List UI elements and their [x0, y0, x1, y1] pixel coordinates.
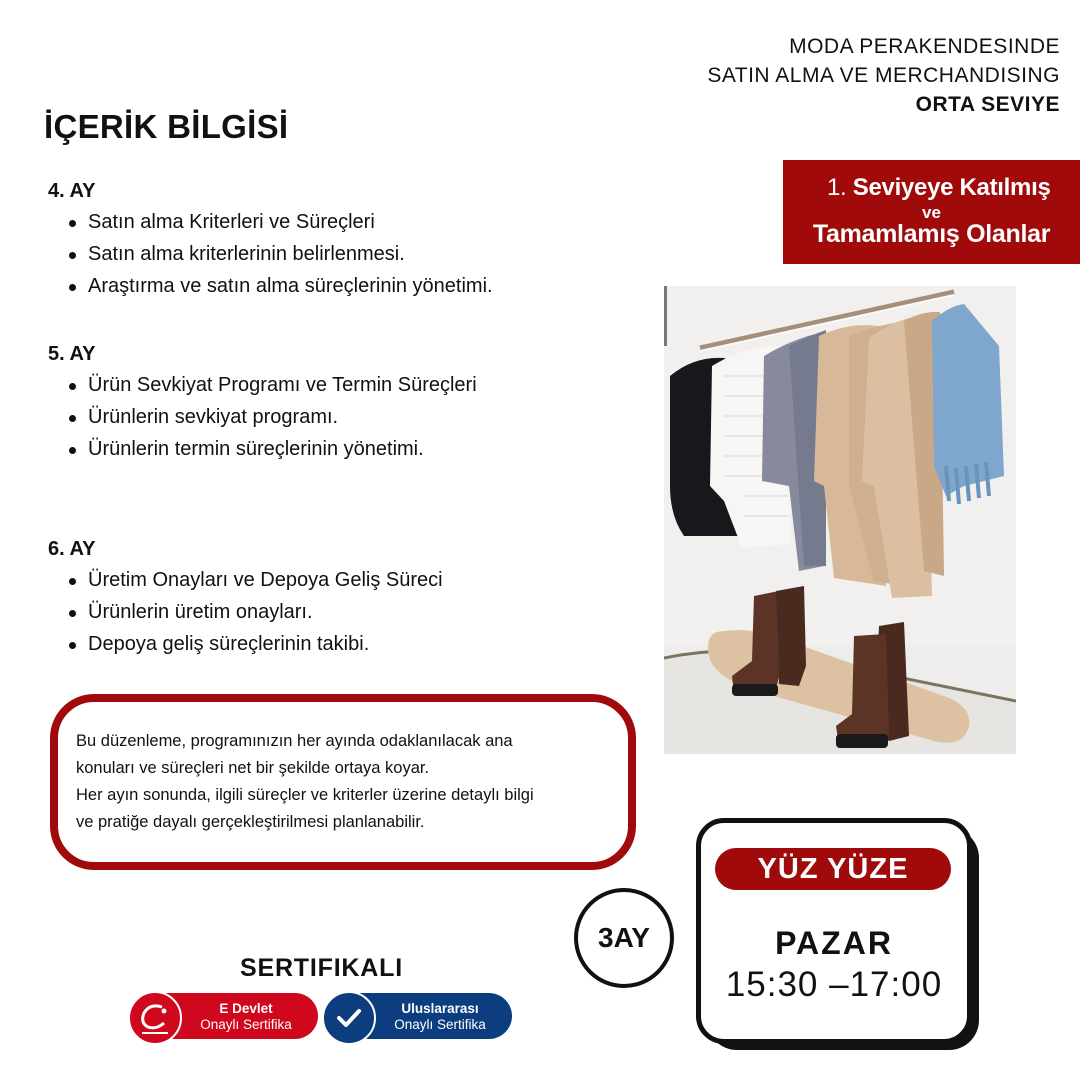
list-item: Araştırma ve satın alma süreçlerinin yönetimi.: [66, 270, 493, 302]
eligibility-line3: Tamamlamış Olanlar: [812, 220, 1051, 248]
list-item: Üretim Onayları ve Depoya Geliş Süreci: [66, 564, 443, 596]
list-item: Depoya geliş süreçlerinin takibi.: [66, 628, 443, 660]
month-4-heading: 4. AY: [48, 180, 96, 202]
eligibility-line2: ve: [922, 203, 941, 222]
eligibility-number: 1.: [827, 174, 847, 201]
schedule-time: 15:30 –17:00: [725, 965, 943, 1004]
program-note-box: [50, 694, 636, 870]
note-line-1: Bu düzenleme, programınızın her ayında odaklanılacak ana: [76, 732, 513, 750]
e-devlet-badge-line1: E Devlet: [219, 1001, 273, 1016]
month-6-list: [66, 564, 443, 660]
international-badge-line1: Uluslararası: [401, 1001, 479, 1016]
international-badge: [324, 993, 512, 1039]
list-item: Ürün Sevkiyat Programı ve Termin Süreçleri: [66, 369, 477, 401]
clothing-rack-photo: [664, 286, 1016, 754]
mode-pill: YÜZ YÜZE: [715, 848, 951, 890]
e-devlet-badge-line2: Onaylı Sertifika: [200, 1017, 292, 1032]
duration-badge: 3AY: [574, 888, 674, 988]
course-title-line2: SATIN ALMA VE MERCHANDISING: [707, 64, 1060, 87]
course-title-line1: MODA PERAKENDESINDE: [789, 35, 1060, 58]
page-title: İÇERİK BİLGİSİ: [44, 108, 289, 145]
note-line-4: ve pratiğe dayalı gerçekleştirilmesi planlanabilir.: [76, 813, 425, 831]
list-item: Ürünlerin termin süreçlerinin yönetimi.: [66, 433, 477, 465]
list-item: Ürünlerin üretim onayları.: [66, 596, 443, 628]
certificate-title: SERTIFIKALI: [240, 954, 403, 982]
month-5-list: [66, 369, 477, 465]
month-5-heading: 5. AY: [48, 343, 96, 365]
e-devlet-logo-icon: [128, 991, 182, 1045]
eligibility-banner: [783, 160, 1080, 264]
list-item: Satın alma kriterlerinin belirlenmesi.: [66, 238, 493, 270]
eligibility-line1: [827, 174, 1051, 202]
list-item: Satın alma Kriterleri ve Süreçleri: [66, 206, 493, 238]
note-line-2: konuları ve süreçleri net bir şekilde ortaya koyar.: [76, 759, 430, 777]
checkmark-icon: [322, 991, 376, 1045]
month-4-list: [66, 206, 493, 302]
e-devlet-badge: [130, 993, 318, 1039]
course-level: ORTA SEVIYE: [915, 93, 1060, 116]
month-6-heading: 6. AY: [48, 538, 96, 560]
program-note-text: [76, 728, 626, 836]
note-line-3: Her ayın sonunda, ilgili süreçler ve kriterler üzerine detaylı bilgi: [76, 786, 534, 804]
eligibility-text: Seviyeye Katılmış: [852, 174, 1051, 201]
course-header: [707, 32, 1060, 119]
schedule-day: PAZAR: [775, 925, 893, 961]
list-item: Ürünlerin sevkiyat programı.: [66, 401, 477, 433]
schedule-card: [696, 818, 972, 1044]
international-badge-line2: Onaylı Sertifika: [394, 1017, 486, 1032]
